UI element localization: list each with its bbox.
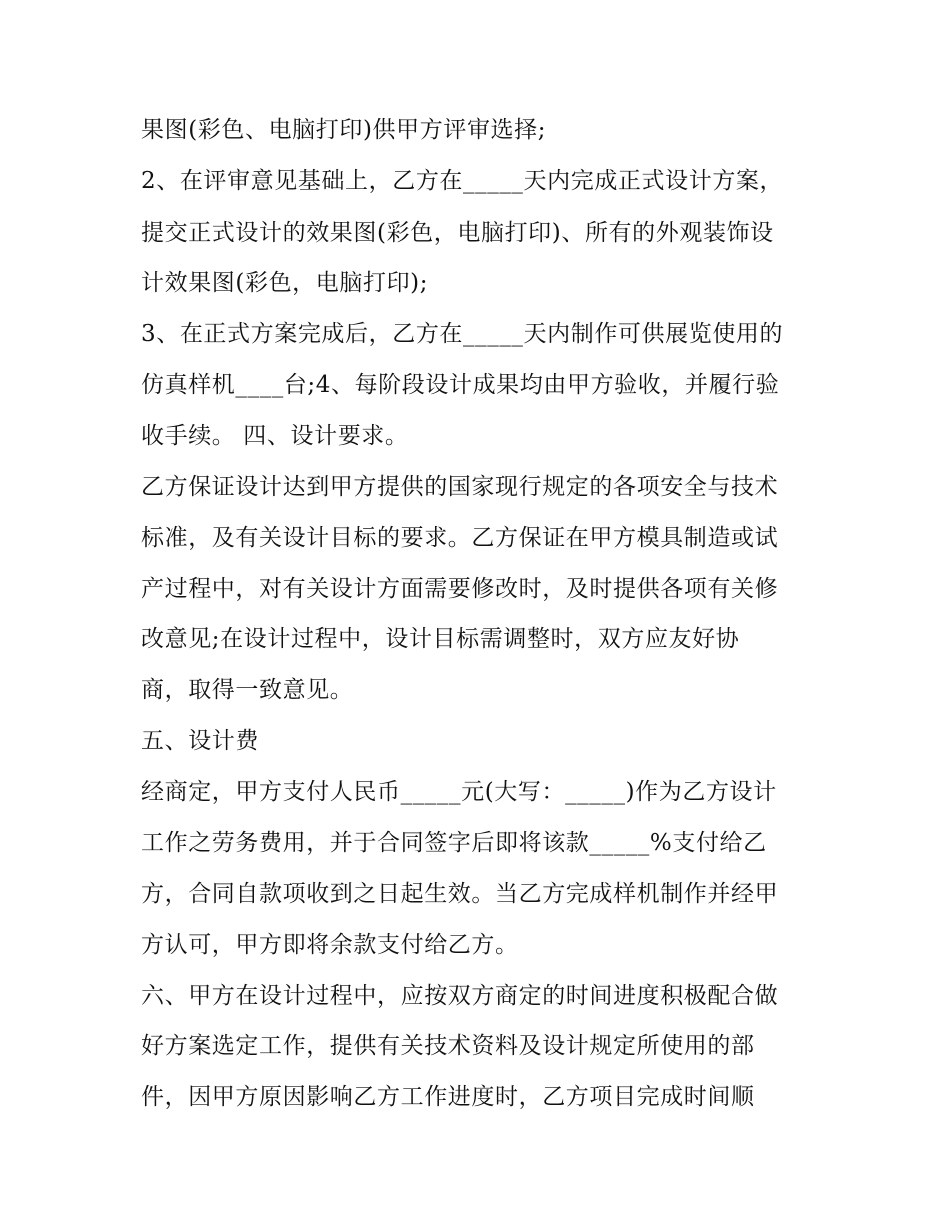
text-line: 经商定，甲方支付人民币_____元(大写：_____)作为乙方设计 <box>141 779 777 805</box>
text-line: 3、在正式方案完成后，乙方在_____天内制作可供展览使用的 <box>141 321 784 347</box>
text-line: 好方案选定工作，提供有关技术资料及设计规定所使用的部 <box>141 1033 755 1059</box>
text-line: 标准，及有关设计目标的要求。乙方保证在甲方模具制造或试 <box>141 525 779 551</box>
text-line: 改意见;在设计过程中，设计目标需调整时，双方应友好协 <box>141 626 740 652</box>
text-line: 仿真样机____台;4、每阶段设计成果均由甲方验收，并履行验 <box>141 372 780 398</box>
text-line: 2、在评审意见基础上，乙方在_____天内完成正式设计方案， <box>141 168 784 194</box>
text-line: 计效果图(彩色，电脑打印); <box>141 270 429 296</box>
text-line: 果图(彩色、电脑打印)供甲方评审选择; <box>141 117 547 143</box>
text-line: 方认可，甲方即将余款支付给乙方。 <box>141 932 519 958</box>
text-line: 方，合同自款项收到之日起生效。当乙方完成样机制作并经甲 <box>141 881 779 907</box>
text-line: 产过程中，对有关设计方面需要修改时，及时提供各项有关修 <box>141 576 779 602</box>
text-line: 提交正式设计的效果图(彩色，电脑打印)、所有的外观装饰设 <box>141 220 774 246</box>
text-line: 商，取得一致意见。 <box>141 677 354 703</box>
text-line: 工作之劳务费用，并于合同签字后即将该款_____%支付给乙 <box>141 830 767 856</box>
text-line: 件，因甲方原因影响乙方工作进度时，乙方项目完成时间顺 <box>141 1084 755 1110</box>
text-line: 收手续。 四、设计要求。 <box>141 423 409 449</box>
text-line: 五、设计费 <box>141 728 259 754</box>
text-line: 六、甲方在设计过程中，应按双方商定的时间进度积极配合做 <box>141 983 779 1009</box>
text-line: 乙方保证设计达到甲方提供的国家现行规定的各项安全与技术 <box>141 474 779 500</box>
